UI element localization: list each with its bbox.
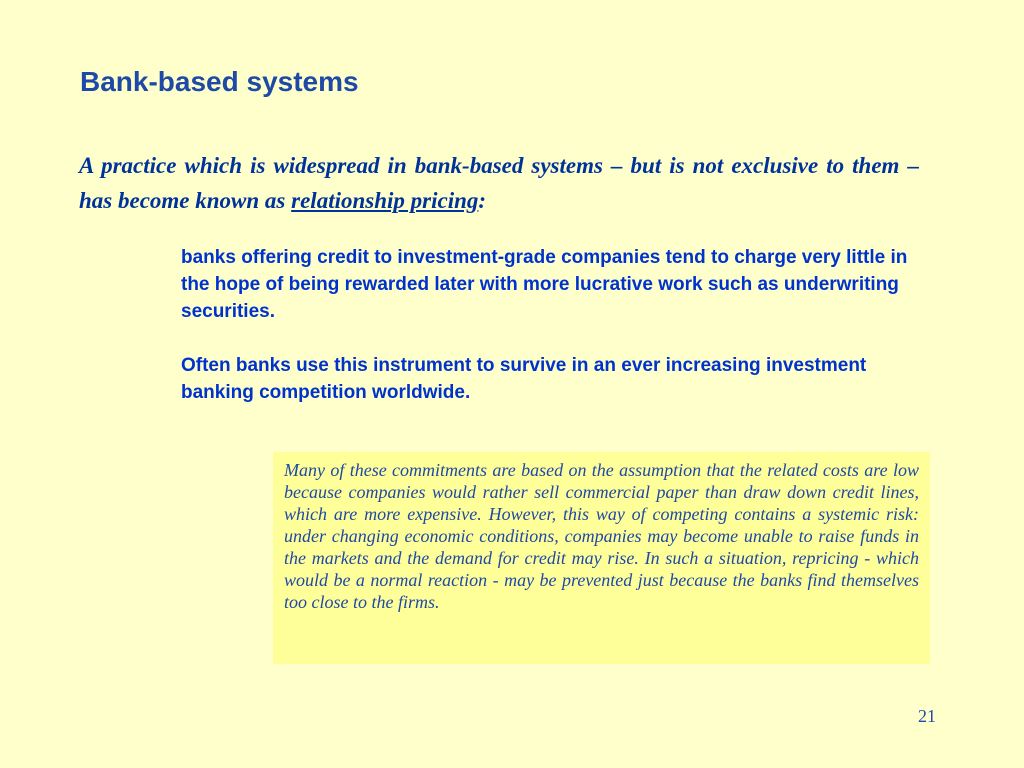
page-number: 21: [918, 706, 936, 726]
lead-term: relationship pricing: [291, 188, 479, 213]
main-points: [181, 244, 926, 406]
note-box: [273, 452, 930, 664]
slide-title: Bank-based systems: [80, 66, 359, 97]
point-paragraph-1: banks offering credit to investment-grade companies tend to charge very little in the hope of being rewarded later with more lucrative work such as underwriting securities.: [181, 247, 908, 322]
lead-paragraph: [79, 148, 919, 218]
note-text: Many of these commitments are based on the assumption that the related costs are low because companies would rather sell commercial paper than draw down credit lines, which are more expensive. However, this way of competing contains a systemic risk: under changing economic conditions, companies may become unable to raise funds in the markets and the demand for credit may rise. In such a situation, repricing - which would be a normal reaction - may be prevented just because the banks find themselves too close to the firms.: [284, 460, 919, 612]
lead-text: A practice which is widespread in bank-based systems – but is not exclusive to them – has become known as: [79, 153, 919, 213]
lead-suffix: :: [478, 188, 487, 213]
point-paragraph-2: Often banks use this instrument to survive in an ever increasing investment banking competition worldwide.: [181, 355, 867, 403]
